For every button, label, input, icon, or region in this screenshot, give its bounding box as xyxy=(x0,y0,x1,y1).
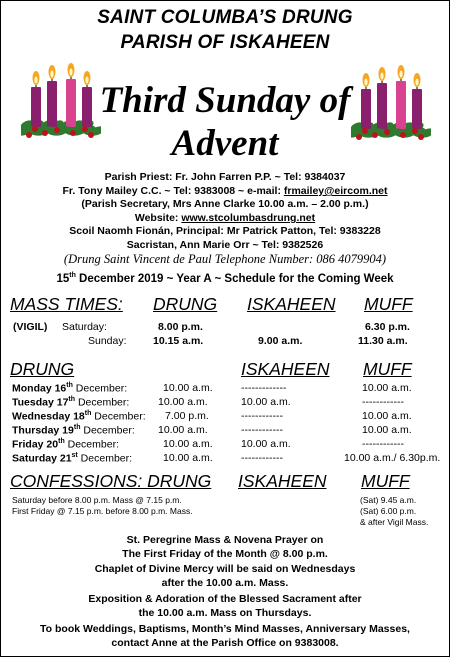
weekday-cell-muff: 10.00 a.m./ 6.30p.m. xyxy=(344,452,441,464)
notice-divine-mercy xyxy=(1,562,449,590)
weekday-col-iskaheen: ISKAHEEN xyxy=(241,359,330,379)
weekday-cell-muff: 10.00 a.m. xyxy=(362,410,412,422)
mass-col-muff: MUFF xyxy=(364,294,413,314)
weekday-cell-muff: 10.00 a.m. xyxy=(362,424,412,436)
confession-muff: & after Vigil Mass. xyxy=(360,517,429,527)
weekday-cell-iskaheen: ------------ xyxy=(241,410,283,422)
curate-line xyxy=(1,185,449,197)
confessions-col-iskaheen: ISKAHEEN xyxy=(238,471,327,491)
weekday-cell-drung: 10.00 a.m. xyxy=(163,382,213,394)
schedule-title xyxy=(1,272,449,285)
notice-line: The First Friday of the Month @ 8.00 p.m. xyxy=(122,548,328,560)
notice-peregrine xyxy=(1,533,449,561)
weekday-col-muff: MUFF xyxy=(363,359,412,379)
curate-email-link[interactable]: frmailey@eircom.net xyxy=(283,185,388,197)
website-link[interactable]: www.stcolumbasdrung.net xyxy=(181,212,316,224)
weekday-day-name: Friday 20 xyxy=(12,438,59,451)
notice-bookings xyxy=(1,622,449,650)
mass-row-drung: 10.15 a.m. xyxy=(153,335,204,347)
website-line xyxy=(1,212,449,224)
weekday-cell-muff: ------------ xyxy=(362,438,404,450)
weekday-day-suffix: th xyxy=(58,438,65,445)
weekday-row-day xyxy=(12,410,146,423)
weekday-day-suffix: th xyxy=(84,410,92,417)
mass-col-drung: DRUNG xyxy=(153,294,218,314)
vigil-label: (VIGIL) xyxy=(13,321,48,333)
weekday-day-name: Monday 16 xyxy=(12,382,67,395)
weekday-cell-iskaheen: ------------- xyxy=(241,382,287,394)
parish-subname: PARISH OF ISKAHEEN xyxy=(120,32,330,53)
schedule-day-suffix: th xyxy=(69,272,76,279)
website-label: Website: xyxy=(134,212,182,224)
weekday-cell-iskaheen: 10.00 a.m. xyxy=(241,438,291,450)
weekday-cell-iskaheen: ------------ xyxy=(241,452,283,464)
notice-adoration xyxy=(1,592,449,620)
notice-line: To book Weddings, Baptisms, Month’s Mind Masses, Anniversary Masses, xyxy=(40,623,410,635)
weekday-row-day xyxy=(12,382,127,395)
weekday-row-day xyxy=(12,424,135,437)
weekday-col-drung: DRUNG xyxy=(10,359,75,379)
schedule-title-text: December 2019 ~ Year A ~ Schedule for the Coming Week xyxy=(75,272,394,285)
notice-line: Chaplet of Divine Mercy will be said on Wednesdays xyxy=(94,563,356,575)
schedule-day: 15 xyxy=(56,272,70,285)
secretary-line: (Parish Secretary, Mrs Anne Clarke 10.00 a.m. – 2.00 p.m.) xyxy=(81,198,369,210)
weekday-day-suffix: th xyxy=(73,424,81,431)
curate-text: Fr. Tony Mailey C.C. ~ Tel: 9383008 ~ e-mail: xyxy=(62,185,284,197)
mass-row-day: Sunday: xyxy=(88,335,127,347)
weekday-day-suffix: st xyxy=(71,452,78,459)
confession-line: Saturday before 8.00 p.m. Mass @ 7.15 p.m. xyxy=(12,495,182,505)
weekday-row-day xyxy=(12,396,129,409)
parish-name: SAINT COLUMBA’S DRUNG xyxy=(97,7,353,28)
weekday-row-day xyxy=(12,438,119,451)
weekday-day-name: Tuesday 17 xyxy=(12,396,69,409)
weekday-cell-iskaheen: ------------ xyxy=(241,424,283,436)
confessions-heading: CONFESSIONS: DRUNG xyxy=(10,471,212,491)
mass-row-drung: 8.00 p.m. xyxy=(158,321,203,333)
weekday-cell-drung: 7.00 p.m. xyxy=(165,410,209,422)
weekday-month: December: xyxy=(75,396,130,409)
confession-line: First Friday @ 7.15 p.m. before 8.00 p.m. Mass. xyxy=(12,506,193,516)
weekday-cell-iskaheen: 10.00 a.m. xyxy=(241,396,291,408)
page-title-line1: Third Sunday of xyxy=(99,80,351,121)
school-line: Scoil Naomh Fionán, Principal: Mr Patrick Patton, Tel: 9383228 xyxy=(69,225,381,237)
weekday-cell-drung: 10.00 a.m. xyxy=(158,424,208,436)
mass-row-day: Saturday: xyxy=(62,321,107,333)
notice-line: after the 10.00 a.m. Mass. xyxy=(161,577,289,589)
weekday-day-name: Wednesday 18 xyxy=(12,410,85,423)
weekday-month: December: xyxy=(91,410,146,423)
notice-line: contact Anne at the Parish Office on 9383008. xyxy=(111,637,339,649)
page-title-line2: Advent xyxy=(171,123,279,164)
weekday-month: December: xyxy=(72,382,128,395)
sacristan-line: Sacristan, Ann Marie Orr ~ Tel: 9382526 xyxy=(126,239,324,251)
confession-muff: (Sat) 9.45 a.m. xyxy=(360,495,417,505)
weekday-row-day xyxy=(12,452,132,465)
weekday-day-suffix: th xyxy=(68,396,76,403)
svdp-line: (Drung Saint Vincent de Paul Telephone Number: 086 4079904) xyxy=(63,252,387,266)
weekday-cell-drung: 10.00 a.m. xyxy=(163,438,213,450)
weekday-day-name: Thursday 19 xyxy=(12,424,74,437)
mass-row-muff: 11.30 a.m. xyxy=(358,335,408,347)
notice-line: St. Peregrine Mass & Novena Prayer on xyxy=(126,534,324,546)
weekday-cell-drung: 10.00 a.m. xyxy=(163,452,213,464)
weekday-month: December: xyxy=(80,424,135,437)
mass-col-iskaheen: ISKAHEEN xyxy=(247,294,336,314)
mass-row-muff: 6.30 p.m. xyxy=(365,321,410,333)
weekday-cell-muff: 10.00 a.m. xyxy=(362,382,412,394)
confessions-col-muff: MUFF xyxy=(361,471,410,491)
weekday-cell-muff: ------------ xyxy=(362,396,404,408)
confession-muff: (Sat) 6.00 p.m. xyxy=(360,506,417,516)
mass-times-heading: MASS TIMES: xyxy=(10,294,123,314)
notice-line: the 10.00 a.m. Mass on Thursdays. xyxy=(138,607,312,619)
parish-priest: Parish Priest: Fr. John Farren P.P. ~ Tel: 9384037 xyxy=(104,171,346,183)
weekday-month: December: xyxy=(77,452,133,465)
weekday-day-name: Saturday 21 xyxy=(12,452,72,465)
weekday-cell-drung: 10.00 a.m. xyxy=(158,396,208,408)
notice-line: Exposition & Adoration of the Blessed Sacrament after xyxy=(88,593,362,605)
mass-row-iskaheen: 9.00 a.m. xyxy=(258,335,303,347)
weekday-day-suffix: th xyxy=(66,382,73,389)
weekday-month: December: xyxy=(64,438,119,451)
